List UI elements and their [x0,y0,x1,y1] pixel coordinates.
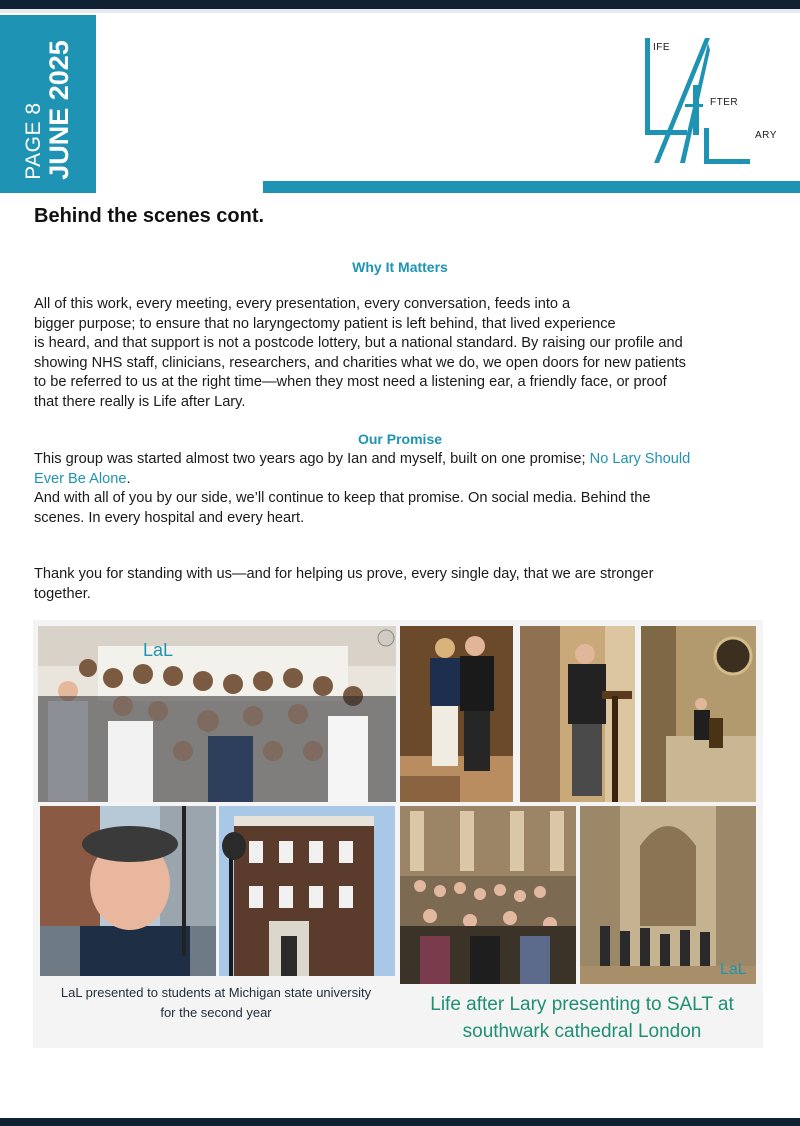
why-heading: Why It Matters [352,259,448,275]
promise-highlight: No Lary Should [589,451,691,467]
promise-line: And with all of you by our side, we’ll continue to keep that promise. On social media. Behind the [34,490,651,507]
caption-southwark-line: southwark cathedral London [462,1021,702,1042]
page-tab-text [23,40,73,180]
logo-text-fter: FTER [710,97,739,108]
photo-students-group [38,626,396,802]
caption-southwark [401,987,763,1045]
why-line: is heard, and that support is not a postcode lottery, but a national standard. By raising our profile and [34,335,683,352]
why-line: that there really is Life after Lary. [34,393,246,410]
page-number: PAGE 8 [21,102,45,180]
why-line: All of this work, every meeting, every presentation, every conversation, feeds into a [34,296,571,312]
why-line: bigger purpose; to ensure that no laryngectomy patient is left behind, that lived experience [34,315,616,332]
header-rule [263,181,800,193]
photo-lectern-speaker [520,626,635,802]
top-border [0,0,800,9]
issue-date: JUNE 2025 [43,40,74,180]
photo-cathedral-lectern [641,626,756,802]
page-tab [0,15,96,193]
promise-text: . [126,470,131,487]
photo-lal-mark: LaL [720,961,747,978]
thanks-line: together. [34,585,91,602]
page-title: Behind the scenes cont. [34,205,265,227]
promise-highlight: Ever Be Alone [34,470,127,487]
lal-logo [640,30,790,170]
why-line: showing NHS staff, clinicians, researchers, and charities what we do, we open doors for new patients [34,354,686,371]
caption-michigan-line: for the second year [160,1005,272,1020]
logo-text-ife: IFE [653,42,671,53]
bottom-border [0,1118,800,1126]
top-border-shadow [0,9,800,13]
caption-michigan [33,977,399,1033]
photo-building [219,806,395,976]
promise-paragraph [34,450,784,528]
promise-text: This group was started almost two years ago by Ian and myself, built on one promise; [34,451,590,467]
caption-michigan-line: LaL presented to students at Michigan state university [60,985,372,1000]
promise-line [34,470,784,490]
photo-ian-with-salt-lead [400,626,513,802]
caption-southwark-line: Life after Lary presenting to SALT at [430,994,734,1015]
photo-selfie-michigan [40,806,216,976]
why-line: to be referred to us at the right time—when they most need a listening ear, a friendly face, or proof [34,374,667,391]
thanks-paragraph [34,565,784,604]
photo-lal-mark: LaL [143,640,174,660]
photo-southwark-nave [580,806,756,984]
promise-heading: Our Promise [357,431,443,447]
promise-line: scenes. In every hospital and every heart. [34,509,305,526]
photo-southwark-audience [400,806,576,984]
thanks-line: Thank you for standing with us—and for helping us prove, every single day, that we are stronger [34,566,654,582]
logo-text-ary: ARY [755,130,777,141]
why-paragraph [34,295,784,413]
promise-line [34,450,784,470]
